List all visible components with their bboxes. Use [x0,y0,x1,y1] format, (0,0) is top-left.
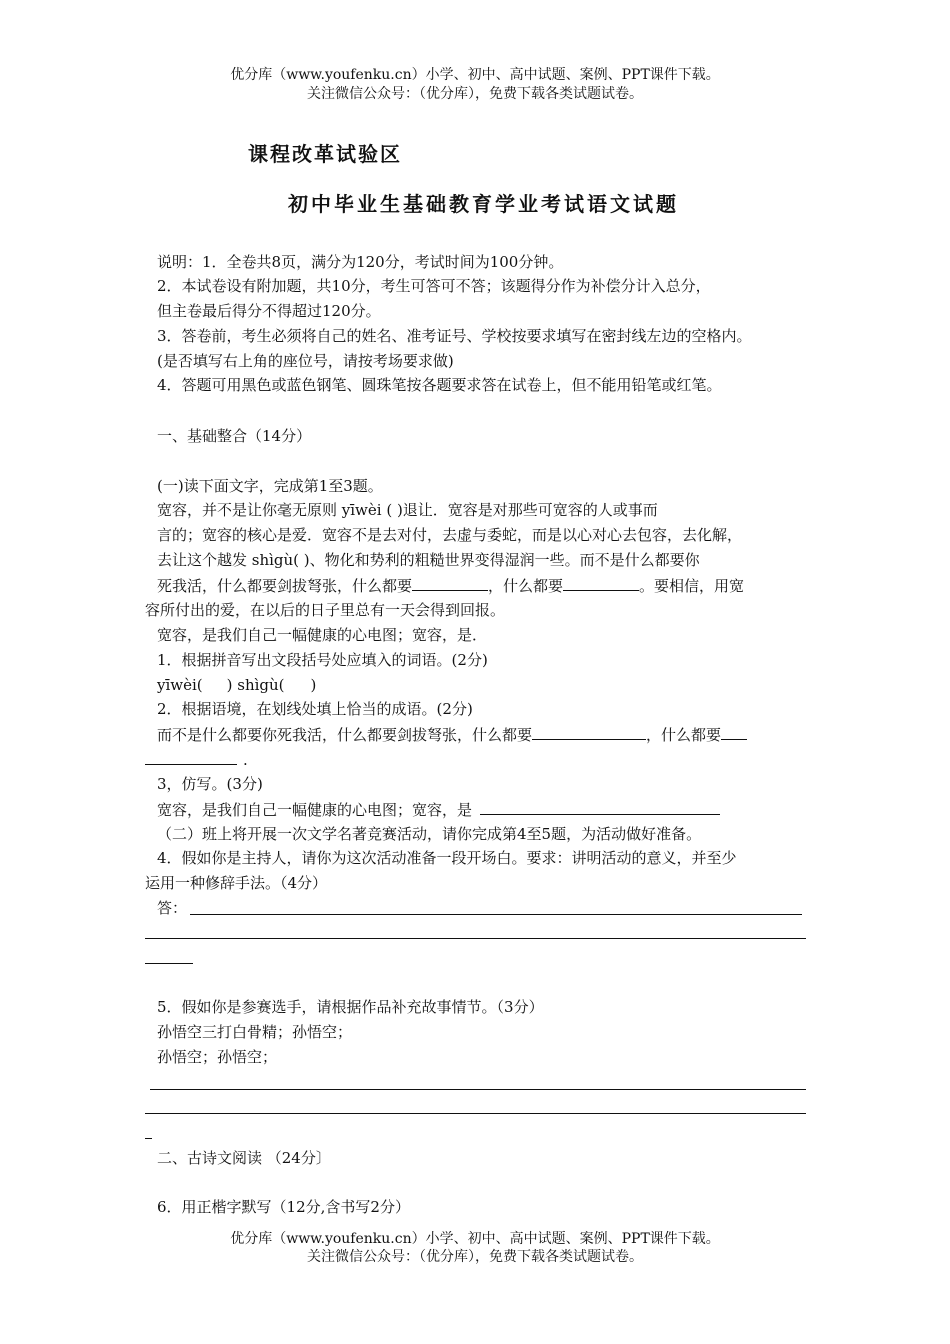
q3-answer-blank[interactable] [480,800,720,815]
passage-text: 。要相信，用宽 [639,577,745,595]
passage-line-1: 宽容，并不是让你毫无原则 yīwèi ( )退让．宽容是对那些可宽容的人或事而 [157,501,658,519]
q2-end: . [243,751,248,769]
header-line-2: 关注微信公众号：（优分库），免费下载各类试题试卷。 [307,86,643,102]
q5-answer-line-1[interactable] [150,1089,806,1090]
q2-blank-1[interactable] [532,725,646,740]
part-1-intro: (一)读下面文字，完成第1至3题。 [157,477,383,495]
passage-line-5: 容所付出的爱，在以后的日子里总有一天会得到回报。 [145,601,506,619]
section-2-heading: 二、古诗文阅读 （24分〕 [157,1149,331,1167]
section-1-heading: 一、基础整合（14分） [157,427,312,445]
question-4-line-2: 运用一种修辞手法。（4分） [145,874,328,892]
q3-text: 宽容，是我们自己一幅健康的心电图；宽容，是 [157,801,473,819]
q4-answer-line-2[interactable] [145,938,806,939]
instruction-2-cont: 但主卷最后得分不得超过120分。 [157,302,381,320]
passage-line-4 [157,576,744,595]
q2-blank-2a[interactable] [721,725,747,740]
passage-line-2: 言的；宽容的核心是爱．宽容不是去对付，去虚与委蛇，而是以心对心去包容，去化解， [157,526,743,544]
question-1-answer [157,676,316,694]
idiom-blank-1[interactable] [412,576,488,591]
question-2-cont [145,750,248,769]
part-2-intro: （二）班上将开展一次文学名著竞赛活动，请你完成第4至5题，为活动做好准备。 [157,825,702,843]
question-2-text [157,725,747,744]
q2-mid: ，什么都要 [646,726,722,744]
pinyin-b: ) shìgù( [226,676,285,694]
passage-line-6: 宽容，是我们自己一幅健康的心电图；宽容，是． [157,626,488,644]
passage-line-3: 去让这个越发 shìgù( )、物化和势利的粗糙世界变得湿润一些。而不是什么都要你 [157,551,700,569]
question-3-text [157,800,720,819]
header-line-1: 优分库（www.youfenku.cn）小学、初中、高中试题、案例、PPT课件下载。 [230,67,720,83]
q2-blank-2b[interactable] [145,750,237,765]
instruction-4: 4．答题可用黑色或蓝色钢笔、圆珠笔按各题要求答在试卷上，但不能用铅笔或红笔。 [157,376,722,394]
question-5: 5．假如你是参赛选手，请根据作品补充故事情节。（3分） [157,998,544,1016]
pinyin-a: yīwèi( [157,676,203,694]
idiom-blank-2[interactable] [563,576,639,591]
q5-answer-line-2[interactable] [145,1113,806,1114]
footer-line-1: 优分库（www.youfenku.cn）小学、初中、高中试题、案例、PPT课件下载。 [230,1231,720,1247]
question-5-line-2: 孙悟空；孙悟空； [157,1048,278,1066]
question-2: 2．根据语境，在划线处填上恰当的成语。(2分) [157,700,473,718]
question-1: 1．根据拼音写出文段括号处应填入的词语。(2分) [157,651,488,669]
instruction-3-cont: (是否填写右上角的座位号，请按考场要求做) [157,352,454,370]
q4-answer-line-3[interactable] [145,963,193,964]
question-4-answer-label: 答： [157,899,188,917]
q5-answer-line-3[interactable] [145,1138,152,1139]
passage-text: ，什么都要 [488,577,564,595]
instruction-3: 3．答卷前，考生必须将自己的姓名、准考证号、学校按要求填写在密封线左边的空格内。 [157,327,752,345]
instruction-2: 2．本试卷设有附加题，共10分，考生可答可不答；该题得分作为补偿分计入总分， [157,277,711,295]
pinyin-c: ) [310,676,317,694]
exam-region-title: 课程改革试验区 [248,142,402,166]
question-6: 6．用正楷字默写（12分,含书写2分） [157,1198,410,1216]
exam-main-title: 初中毕业生基础教育学业考试语文试题 [288,192,679,216]
passage-text: 死我活，什么都要剑拔弩张，什么都要 [157,577,413,595]
instruction-1: 说明：1．全卷共8页，满分为120分，考试时间为100分钟。 [157,253,564,271]
q2-text: 而不是什么都要你死我活，什么都要剑拔弩张，什么都要 [157,726,533,744]
footer-line-2: 关注微信公众号：（优分库），免费下载各类试题试卷。 [307,1249,643,1265]
q4-answer-line-1[interactable] [190,914,802,915]
question-3: 3，仿写。(3分) [157,775,263,793]
question-5-line-1: 孙悟空三打白骨精；孙悟空； [157,1023,353,1041]
question-4-line-1: 4．假如你是主持人，请你为这次活动准备一段开场白。要求：讲明活动的意义，并至少 [157,849,737,867]
